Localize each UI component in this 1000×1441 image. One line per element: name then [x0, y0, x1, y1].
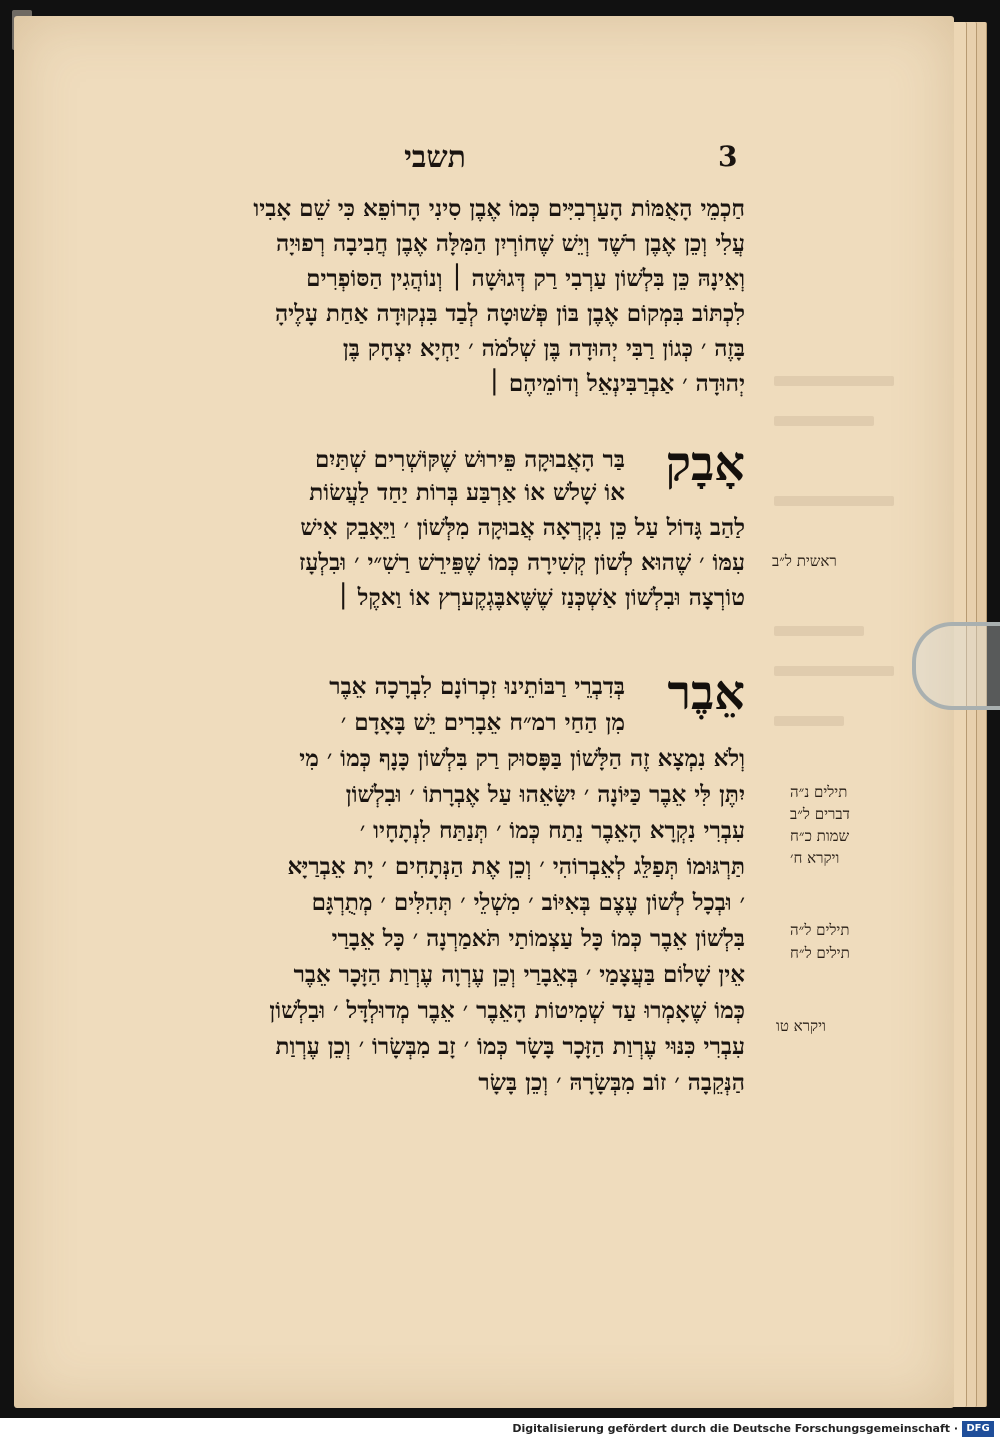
- text-line: ׳ וּבְכָל לְשׁוֹן עֶצֶם בְּאִיּוֹב ׳ מִשְׁלֵי ׳ תְּהִלִּים ׳ מְתֻרְגָּם: [311, 889, 745, 916]
- text-line: בְּדִבְרֵי רַבּוֹתֵינוּ זִכְרוֹנָם לִבְרָכָה אֵבֶר: [329, 673, 625, 700]
- margin-reference: שמות כ״ח: [790, 827, 850, 845]
- show-through: [774, 666, 894, 676]
- margin-reference: ראשית ל״ב: [772, 552, 837, 570]
- margin-reference: תילים נ״ה: [790, 783, 848, 801]
- show-through: [774, 416, 874, 426]
- running-head: תשבי: [404, 140, 466, 175]
- text-line: לִכְתּוֹב בִּמְקוֹם אֶבֶן בּוֹן פְּשׁוּטָה לְבַד בִּנְקוּדָה אַחַת עָלֶיהָ: [274, 300, 745, 327]
- text-line: עִבְרִי כִּנּוּי עֶרְוַת הַזָּכָר בָּשָׂר כְּמוֹ ׳ זָב מִבְּשָׂרוֹ ׳ וְכֵן עֶרְוַת: [275, 1033, 745, 1060]
- text-line: יִתֶּן לִּי אֵבֶר כַּיּוֹנָה ׳ יִשָּׂאֵהוּ עַל אֶבְרָתוֹ ׳ וּבִלְשׁוֹן: [345, 781, 745, 808]
- entry-body: [115, 670, 625, 740]
- show-through: [774, 376, 894, 386]
- text-line: אוֹ שָׁלֹשׁ אוֹ אַרְבַּע בְּרוֹת יַחַד לַעֲשׂוֹת: [309, 479, 625, 506]
- margin-reference: ויקרא ח׳: [790, 849, 840, 867]
- margin-reference: תילים ל״ח: [790, 944, 850, 962]
- intro-paragraph: [115, 192, 745, 412]
- text-line: חַכְמֵי הָאֻמּוֹת הָעַרְבִיִּים כְּמוֹ אֶבֶן סִינִי הָרוֹפֵא כִּי שֵׁם אָבִיו: [253, 195, 745, 222]
- text-line: טוֹרְצָה וּבִלְשׁוֹן אַשְׁכְּנַז שֶׁשֶּׁאבֶּגְקֶערְץ אוֹ וַאקֶל ׀: [336, 584, 745, 611]
- entry-headword: אֵבֶר: [667, 665, 745, 721]
- text-line: בִּלְשׁוֹן אֵבֶר כְּמוֹ כָּל עַצְמוֹתַי תֹּאמַרְנָה ׳ כָּל אֵבָרַי: [331, 925, 745, 952]
- entry-body: [115, 511, 745, 621]
- margin-reference: דברים ל״ב: [790, 805, 850, 823]
- text-line: הַנְּקֵבָה ׳ זוֹב מִבְּשָׂרָהּ ׳ וְכֵן בָּשָׂר: [478, 1069, 745, 1096]
- margin-reference: ויקרא טו: [776, 1017, 826, 1035]
- entry-body: [115, 742, 745, 1102]
- text-line: מִן הַחַי רמ״ח אֵבָרִים יֵשׁ בָּאָדָם ׳: [340, 709, 625, 736]
- text-line: אֵין שָׁלוֹם בַּעֲצָמַי ׳ בְּאֵבָרַי וְכֵן עֶרְוָה עֶרְוַת הַזָּכָר אֵבֶר: [293, 961, 745, 988]
- text-line: עֲלִי וְכֵן אֶבֶן רֹשֶׁד וְיֵשׁ שֶׁחוֹרְיִן הַמִּלָּה אֶבֶן חֲבִיבָה רְפוּיָה: [276, 230, 745, 257]
- text-line: לַהַב גָּדוֹל עַל כֵּן נִקְרְאָה אֲבוּקָה מִלְּשׁוֹן ׳ וַיֵּאָבֵק אִישׁ: [300, 514, 745, 541]
- paperclip-icon: [912, 622, 1000, 710]
- dfg-logo-icon: DFG: [962, 1421, 994, 1437]
- folio-number: 3: [718, 140, 738, 173]
- show-through: [774, 496, 894, 506]
- text-line: בַּר הָאֲבוּקָה פֵּירוּשׁ שֶׁקּוֹשְׁרִים שְׁתַּיִם: [314, 446, 625, 473]
- text-line: תַּרְגּוּמוֹ תְּפַלֵּג לְאֵבְרוֹהִי ׳ וְכֵן אֶת הַנְּתָחִים ׳ יָת אֵבְרַיָּא: [287, 853, 745, 880]
- text-line: בָּזֶה ׳ כְּגוֹן רַבִּי יְהוּדָה בֶּן שְׁלֹמֹה ׳ יַחְיָא יִצְחָק בֶּן: [342, 335, 745, 362]
- funding-credit: Digitalisierung gefördert durch die Deutsche Forschungsgemeinschaft ·: [512, 1422, 958, 1435]
- entry-body: [115, 443, 625, 513]
- text-line: כְּמוֹ שֶׁאָמְרוּ עַד שְׁמִיטוֹת הָאֵבֶר ׳ אֵבֶר מְדוּלְדָּל ׳ וּבִלְשׁוֹן: [269, 997, 745, 1024]
- text-line: עִמּוֹ ׳ שֶׁהוּא לְשׁוֹן קְשִׁירָה כְּמוֹ שֶׁפֵּירֵשׁ רַשִׁ״י ׳ וּבִלְעָז: [298, 549, 745, 576]
- margin-reference: תילים ל״ה: [790, 921, 850, 939]
- text-line: עִבְרִי נִקְרָא הָאֵבֶר נֵתַח כְּמוֹ ׳ תְּנַתַּח לִנְתָחָיו ׳: [359, 817, 745, 844]
- text-line: וְלֹא נִמְצָא זֶה הַלָּשׁוֹן בַּפָּסוּק רַק בִּלְשׁוֹן כָּנָף כְּמוֹ ׳ מִי: [299, 745, 745, 772]
- text-line: יְהוּדָה ׳ אַבְרַבִּינְאֵל וְדוֹמֵיהֶם ׀: [487, 370, 745, 397]
- text-line: וְאֵינָהּ כֵּן בִּלְשׁוֹן עַרְבִי רַק דְּגוּשָׁה ׀ וְנוֹהֲגִין הַסּוֹפְרִים: [306, 265, 745, 292]
- show-through: [774, 716, 844, 726]
- show-through: [774, 626, 864, 636]
- entry-headword: אָבָק: [665, 436, 745, 492]
